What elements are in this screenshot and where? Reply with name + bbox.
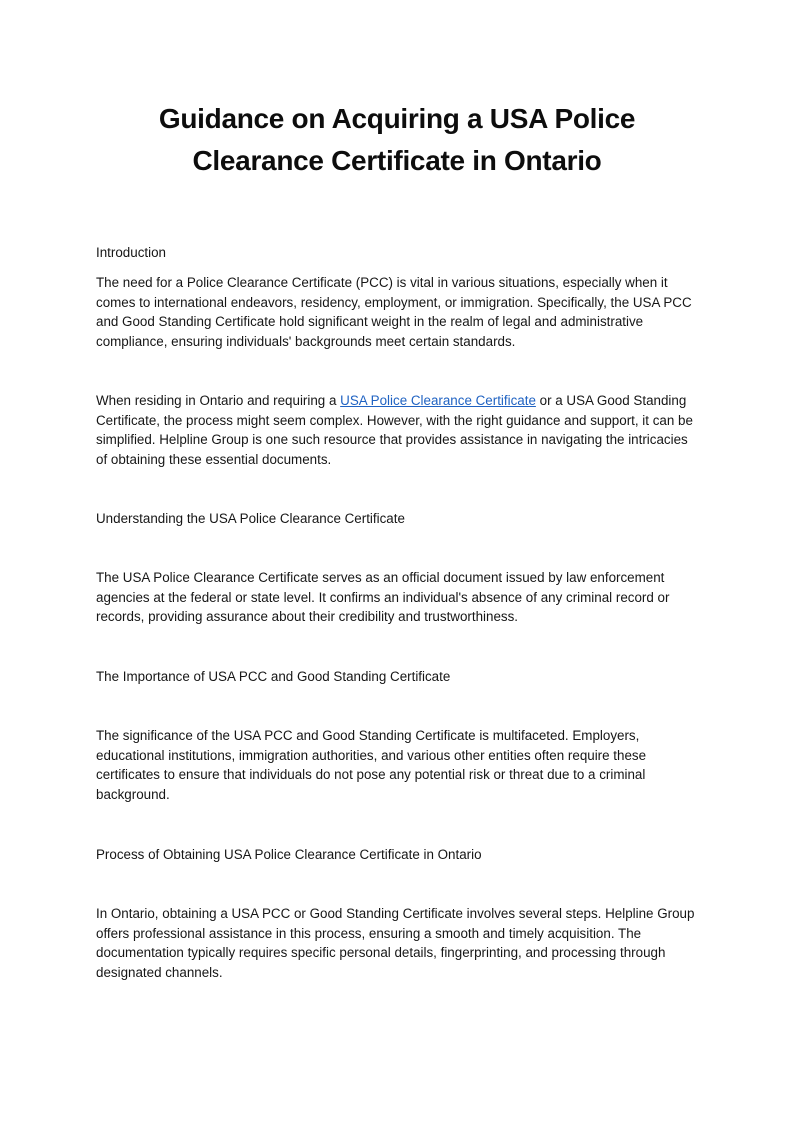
document-title (96, 98, 698, 182)
ontario-text-before-link: When residing in Ontario and requiring a (96, 393, 341, 408)
introduction-heading: Introduction (96, 245, 166, 260)
process-heading: Process of Obtaining USA Police Clearance Certificate in Ontario (96, 847, 482, 862)
introduction-paragraph: The need for a Police Clearance Certificate (PCC) is vital in various situations, especially when it comes to international endeavors, residency, employment, or immigration. Specifically, the USA PCC and Good Standing Certificate hold significant weight in the realm of legal and administrative compliance, ensuring individuals' backgrounds meet certain standards. (96, 275, 692, 350)
importance-heading: The Importance of USA PCC and Good Standing Certificate (96, 669, 451, 684)
understanding-heading: Understanding the USA Police Clearance Certificate (96, 511, 405, 526)
importance-paragraph: The significance of the USA PCC and Good Standing Certificate is multifaceted. Employers, educational institutions, immigration authorities, and various other entities often require these certificates to ensure that individuals do not pose any potential risk or threat due to a criminal background. (96, 728, 647, 803)
title-line-2: Clearance Certificate in Ontario (192, 145, 602, 176)
process-paragraph: In Ontario, obtaining a USA PCC or Good Standing Certificate involves several steps. Helpline Group offers professional assistance in this process, ensuring a smooth and timely acquisition. The documentation typically requires specific personal details, fingerprinting, and processing through designated channels. (96, 906, 695, 981)
usa-police-clearance-certificate-link[interactable]: USA Police Clearance Certificate (340, 393, 536, 408)
title-line-1: Guidance on Acquiring a USA Police (158, 103, 636, 134)
ontario-paragraph (96, 391, 698, 470)
understanding-paragraph: The USA Police Clearance Certificate serves as an official document issued by law enforcement agencies at the federal or state level. It confirms an individual's absence of any criminal record or records, providing assurance about their credibility and trustworthiness. (96, 570, 670, 625)
ontario-text-after-link: or a USA Good Standing Certificate, the process might seem complex. However, with the right guidance and support, it can be simplified. Helpline Group is one such resource that provides assistance in navigating the intricacies of obtaining these essential documents. (96, 393, 693, 468)
